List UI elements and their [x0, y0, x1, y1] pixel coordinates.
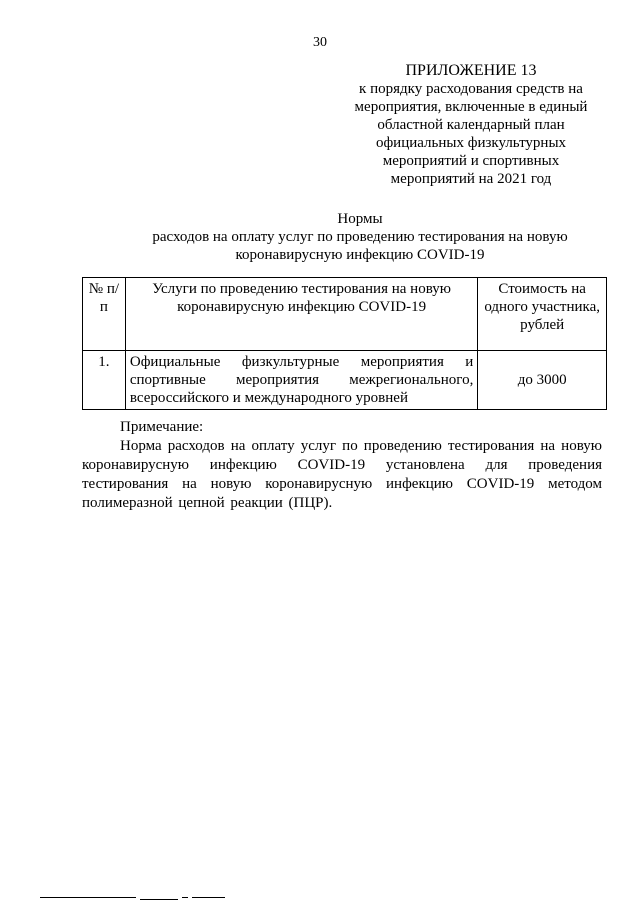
header-service: Услуги по проведению тестирования на новую коронавирусную инфекцию COVID-19	[125, 278, 477, 351]
note-section	[82, 418, 602, 513]
table-header-row	[83, 278, 607, 351]
page-number: 30	[313, 35, 327, 50]
header-cost: Стоимость на одного участника, рублей	[478, 278, 607, 351]
appendix-line: мероприятия, включенные в единый	[354, 99, 588, 115]
norms-title-line: расходов на оплату услуг по проведению тестирования на новую	[152, 229, 568, 245]
appendix-line: мероприятий на 2021 год	[390, 171, 552, 187]
note-label: Примечание:	[120, 419, 204, 435]
appendix-line: мероприятий и спортивных	[382, 153, 560, 169]
norms-title	[110, 210, 610, 264]
note-text: Норма расходов на оплату услуг по проведению тестирования на новую коронавирусную инфекцию COVID-19 установлена для проведения тестирования на новую коронавирусную инфекцию COVID-19 методом полимеразной цепной реакции (ПЦР).	[82, 438, 602, 511]
rates-table	[82, 277, 607, 410]
row-cost: до 3000	[478, 351, 607, 410]
appendix-line: официальных физкультурных	[375, 135, 567, 151]
footer-rule	[40, 897, 225, 903]
header-num: № п/п	[83, 278, 126, 351]
appendix-title: ПРИЛОЖЕНИЕ 13	[405, 62, 537, 79]
row-num: 1.	[83, 351, 126, 410]
norms-title-heading: Нормы	[337, 211, 383, 227]
appendix-line: областной календарный план	[377, 117, 565, 133]
appendix-header	[336, 62, 606, 188]
row-service: Официальные физкультурные мероприятия и спортивные мероприятия межрегионального, всероссийского и международного уровней	[125, 351, 477, 410]
appendix-line: к порядку расходования средств на	[359, 81, 583, 97]
table-row	[83, 351, 607, 410]
norms-title-line: коронавирусную инфекцию COVID-19	[235, 247, 485, 263]
